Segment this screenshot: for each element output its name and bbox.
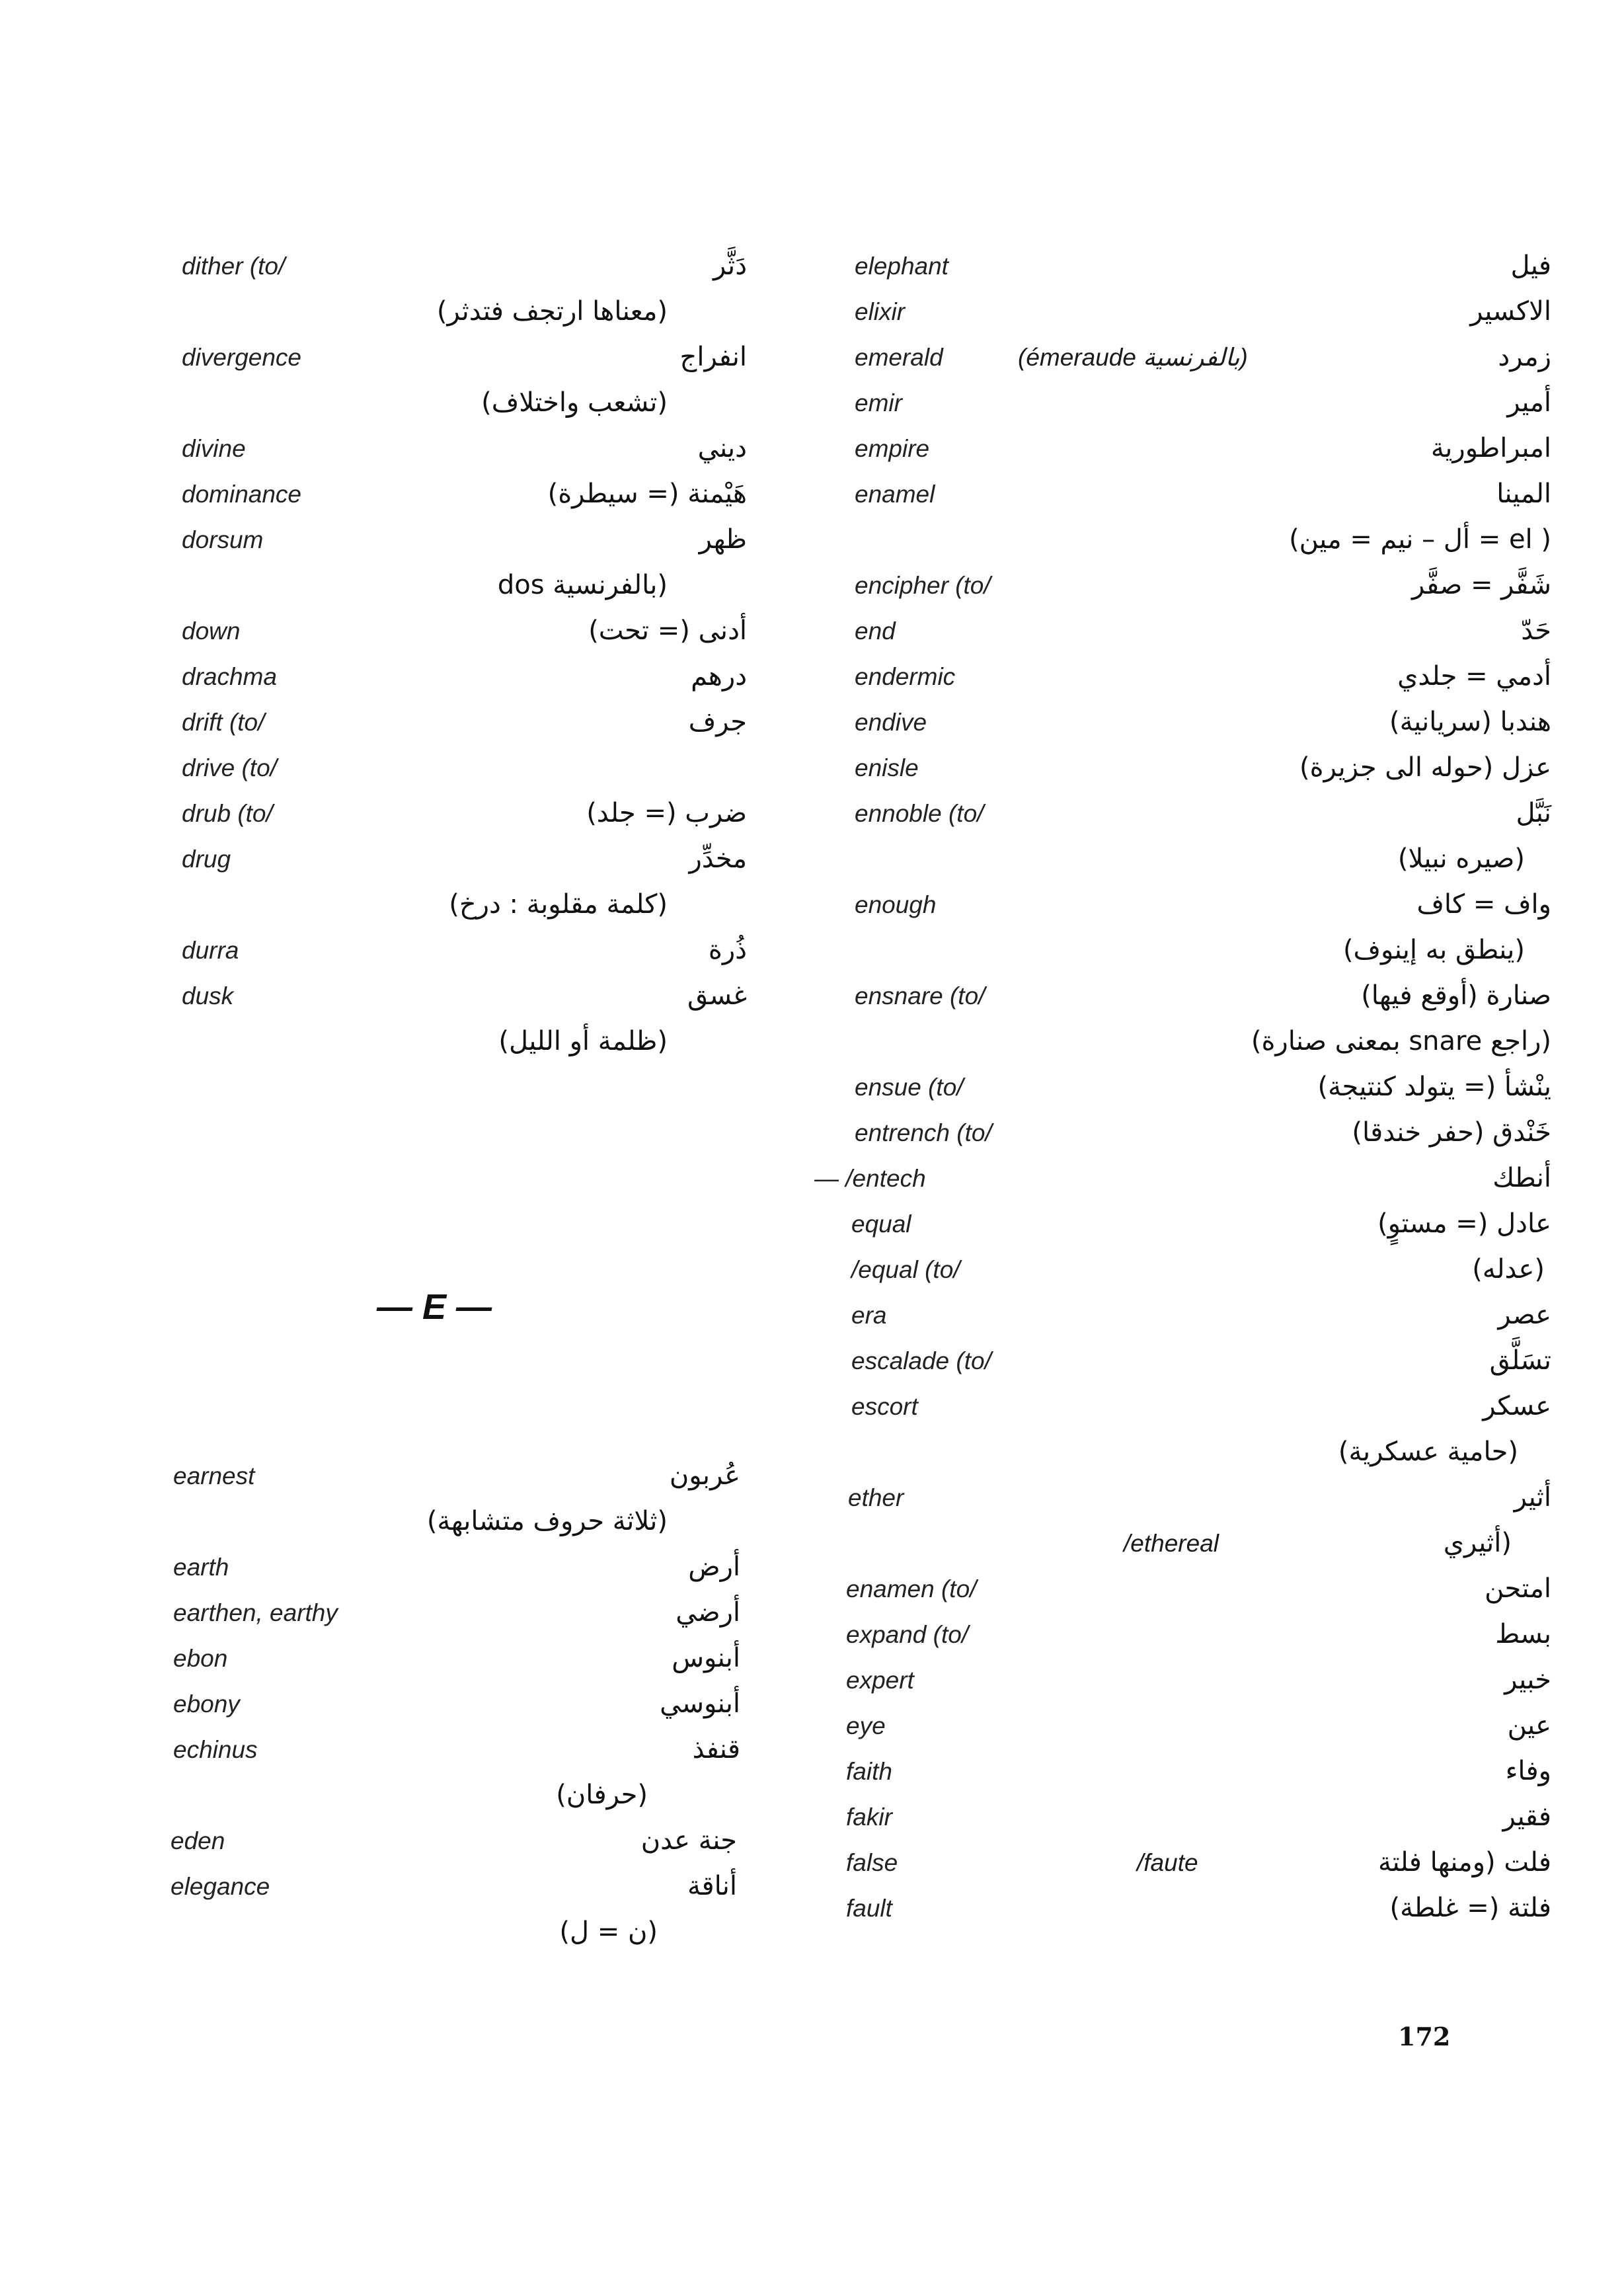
arabic-term: أبنوس <box>672 1643 740 1673</box>
english-term: equal <box>851 1210 911 1238</box>
english-term: emerald <box>855 344 943 371</box>
arabic-term: وفاء <box>1505 1756 1551 1786</box>
entry-row <box>793 1750 1624 1796</box>
entry-row <box>793 1203 1624 1248</box>
arabic-term: تسَلَّق <box>1489 1345 1551 1376</box>
english-term: encipher (to/ <box>855 572 991 599</box>
arabic-note: (كلمة مقلوبة : درخ) <box>449 889 668 920</box>
entry-row <box>0 701 793 746</box>
entry-row <box>793 245 1624 290</box>
entry-note-row <box>793 838 1624 883</box>
entry-row <box>793 1522 1624 1567</box>
english-term: dorsum <box>182 526 264 553</box>
english-term: /equal (to/ <box>851 1256 960 1283</box>
arabic-term: صنارة (أوقع فيها) <box>1361 980 1551 1011</box>
arabic-term: امتحن <box>1485 1573 1551 1604</box>
arabic-term: عزل (حوله الى جزيرة) <box>1299 752 1551 783</box>
arabic-note: (راجع snare بمعنى صنارة) <box>1251 1026 1551 1056</box>
arabic-note: (ظلمة أو الليل) <box>498 1026 668 1056</box>
arabic-term: جرف <box>688 707 747 737</box>
entry-row <box>0 746 793 792</box>
english-term: drive (to/ <box>182 754 277 781</box>
arabic-term: نَبَّل <box>1516 798 1551 828</box>
entry-row <box>793 1385 1624 1431</box>
english-term: drug <box>182 846 231 873</box>
arabic-term: هَيْمنة (= سيطرة) <box>547 479 747 509</box>
entry-row <box>793 1887 1624 1932</box>
entry-row <box>793 1066 1624 1111</box>
english-term: divergence <box>182 344 302 371</box>
entry-row <box>793 792 1624 838</box>
english-term: earthen, earthy <box>173 1599 338 1626</box>
english-term: endermic <box>855 663 956 690</box>
entry-row <box>0 518 793 564</box>
english-term: eden <box>171 1827 225 1854</box>
arabic-term: عُربون <box>669 1460 740 1491</box>
arabic-term: أدنى (= تحت) <box>588 615 747 646</box>
arabic-note: (أثيري <box>1443 1528 1512 1558</box>
entry-note-row <box>793 929 1624 974</box>
entry-note-row <box>0 883 793 929</box>
english-term: dither (to/ <box>182 253 286 280</box>
entry-row <box>793 473 1624 518</box>
arabic-note: (ينطق به إينوف) <box>1342 935 1525 965</box>
entry-row <box>793 336 1624 381</box>
english-term: escort <box>851 1393 918 1420</box>
arabic-note: (عدله) <box>1472 1254 1545 1285</box>
entry-row <box>793 381 1624 427</box>
english-term: emir <box>855 389 902 416</box>
entry-row <box>0 610 793 655</box>
entry-note-row <box>793 518 1624 564</box>
entry-row <box>0 1819 793 1865</box>
english-term: enough <box>855 891 937 918</box>
arabic-term: ينْشأ (= يتولد كنتيجة) <box>1317 1072 1551 1102</box>
english-term: dusk <box>182 982 234 1009</box>
english-term: earth <box>173 1554 229 1581</box>
french-note: /faute <box>1137 1849 1198 1876</box>
entry-row <box>793 1476 1624 1522</box>
arabic-term: واف = كاف <box>1416 889 1551 920</box>
french-note: (émeraude بالفرنسية) <box>1018 344 1248 371</box>
entry-note-row <box>793 1431 1624 1476</box>
english-term: /ethereal <box>1124 1530 1219 1557</box>
arabic-term: ضرب (= جلد) <box>586 798 747 828</box>
english-term: enisle <box>855 754 919 781</box>
arabic-term: ديني <box>697 433 747 463</box>
english-term: end <box>855 617 896 645</box>
english-term: ensue (to/ <box>855 1074 964 1101</box>
section-heading: — E — <box>377 1287 492 1327</box>
entry-note-row <box>0 290 793 336</box>
english-term: ebony <box>173 1690 240 1718</box>
english-term: durra <box>182 937 239 964</box>
arabic-term: عادل (= مستوٍ) <box>1377 1208 1551 1239</box>
entry-row <box>0 1682 793 1728</box>
arabic-term: شَفَّر = صفَّر <box>1411 570 1551 600</box>
english-term: eye <box>846 1712 886 1739</box>
english-term: expand (to/ <box>846 1621 969 1648</box>
arabic-term: غسق <box>687 980 747 1011</box>
entry-row <box>0 1591 793 1637</box>
entry-note-row <box>0 381 793 427</box>
arabic-term: بسط <box>1495 1619 1551 1649</box>
entry-row <box>793 1294 1624 1339</box>
english-term: endive <box>855 709 927 736</box>
english-term: — /entech <box>814 1165 926 1192</box>
english-term: fault <box>846 1895 892 1922</box>
entry-row <box>0 473 793 518</box>
english-term: dominance <box>182 481 302 508</box>
english-term: elegance <box>171 1873 270 1900</box>
arabic-term: فلت (ومنها فلتة <box>1378 1847 1551 1878</box>
entry-row <box>0 245 793 290</box>
english-term: era <box>851 1302 887 1329</box>
entry-note-row <box>0 1020 793 1066</box>
arabic-note: (حامية عسكرية) <box>1338 1437 1518 1467</box>
arabic-term: فلتة (= غلطة) <box>1389 1893 1551 1923</box>
entry-note-row <box>0 1500 793 1546</box>
arabic-note: (تشعب واختلاف) <box>481 387 668 418</box>
arabic-term: فيل <box>1510 251 1551 281</box>
arabic-term: عصر <box>1498 1300 1551 1330</box>
english-term: empire <box>855 435 930 462</box>
entry-note-row <box>0 1911 793 1956</box>
english-term: echinus <box>173 1736 258 1763</box>
english-term: drift (to/ <box>182 709 265 736</box>
english-term: escalade (to/ <box>851 1347 991 1374</box>
english-term: ennoble (to/ <box>855 800 984 827</box>
arabic-term: أبنوسي <box>660 1688 740 1719</box>
arabic-term: أمير <box>1507 387 1551 418</box>
english-term: elixir <box>855 298 906 325</box>
arabic-term: خَنْدق (حفر خندقا) <box>1352 1117 1551 1148</box>
arabic-term: ذُرة <box>708 935 747 965</box>
english-term: ether <box>848 1484 904 1511</box>
arabic-note: ( el = أل – نيم = مين) <box>1289 524 1551 555</box>
arabic-term: أرض <box>688 1552 740 1582</box>
entry-row <box>793 427 1624 473</box>
arabic-term: خبير <box>1504 1665 1551 1695</box>
entry-row <box>793 1339 1624 1385</box>
english-term: false <box>846 1849 898 1876</box>
arabic-note: (صيره نبيلا) <box>1397 844 1525 874</box>
entry-note-row <box>0 1774 793 1819</box>
arabic-note: (معناها ارتجف فتدثر) <box>436 296 668 327</box>
arabic-term: أناقة <box>687 1871 737 1901</box>
entry-row <box>0 655 793 701</box>
entry-row <box>793 746 1624 792</box>
arabic-note: (بالفرنسية dos <box>497 570 668 600</box>
entry-row <box>0 1728 793 1774</box>
arabic-term: قنفذ <box>692 1734 740 1764</box>
arabic-term: المينا <box>1496 479 1551 509</box>
arabic-note: (حرفان) <box>556 1780 648 1810</box>
entry-row <box>0 974 793 1020</box>
english-term: entrench (to/ <box>855 1119 992 1146</box>
arabic-term: أنطك <box>1492 1163 1551 1193</box>
entry-row <box>793 1841 1624 1887</box>
arabic-term: أدمي = جلدي <box>1397 661 1551 692</box>
entry-row <box>0 427 793 473</box>
entry-row <box>793 564 1624 610</box>
entry-row <box>0 1637 793 1682</box>
entry-row <box>0 838 793 883</box>
arabic-term: فقير <box>1502 1801 1551 1832</box>
entry-row <box>0 336 793 381</box>
entry-row <box>793 1157 1624 1203</box>
english-term: expert <box>846 1667 914 1694</box>
entry-row <box>793 974 1624 1020</box>
english-term: elephant <box>855 253 948 280</box>
arabic-term: أرضي <box>676 1597 740 1628</box>
arabic-term: مخدِّر <box>689 844 747 874</box>
arabic-term: ظهر <box>699 524 747 555</box>
arabic-term: عسكر <box>1483 1391 1551 1421</box>
arabic-term: أثير <box>1514 1482 1551 1513</box>
arabic-term: حَدّ <box>1521 615 1551 646</box>
entry-row <box>793 1111 1624 1157</box>
entry-row <box>793 610 1624 655</box>
arabic-term: عين <box>1507 1710 1551 1741</box>
entry-row <box>793 290 1624 336</box>
entry-row <box>793 1796 1624 1841</box>
english-term: enamel <box>855 481 935 508</box>
english-term: earnest <box>173 1462 255 1489</box>
entry-row <box>0 1865 793 1911</box>
arabic-term: هندبا (سريانية) <box>1389 707 1551 737</box>
entry-row <box>793 1659 1624 1704</box>
entry-row <box>793 1704 1624 1750</box>
entry-row <box>793 655 1624 701</box>
entry-note-row <box>0 564 793 610</box>
english-term: enamen (to/ <box>846 1575 977 1603</box>
entry-row <box>0 792 793 838</box>
entry-row <box>0 1546 793 1591</box>
arabic-term: زمرد <box>1498 342 1551 372</box>
arabic-term: انفراج <box>679 342 747 372</box>
entry-note-row <box>793 1020 1624 1066</box>
english-term: fakir <box>846 1803 892 1831</box>
arabic-note: (ثلاثة حروف متشابهة) <box>426 1506 668 1536</box>
english-term: ebon <box>173 1645 228 1672</box>
entry-row <box>793 1248 1624 1294</box>
english-term: drub (to/ <box>182 800 273 827</box>
entry-row <box>0 1454 793 1500</box>
arabic-term: الاكسير <box>1470 296 1551 327</box>
english-term: ensnare (to/ <box>855 982 986 1009</box>
english-term: down <box>182 617 241 645</box>
page-number: 172 <box>1398 2022 1451 2051</box>
entry-row <box>793 1613 1624 1659</box>
english-term: faith <box>846 1758 892 1785</box>
arabic-term: امبراطورية <box>1430 433 1551 463</box>
english-term: divine <box>182 435 246 462</box>
arabic-term: جنة عدن <box>640 1825 737 1856</box>
entry-row <box>793 1567 1624 1613</box>
arabic-term: دَثَّر <box>713 251 747 281</box>
entry-row <box>793 883 1624 929</box>
english-term: drachma <box>182 663 277 690</box>
entry-row <box>793 701 1624 746</box>
arabic-term: درهم <box>691 661 747 692</box>
arabic-note: (ن = ل) <box>559 1917 658 1947</box>
entry-row <box>0 929 793 974</box>
